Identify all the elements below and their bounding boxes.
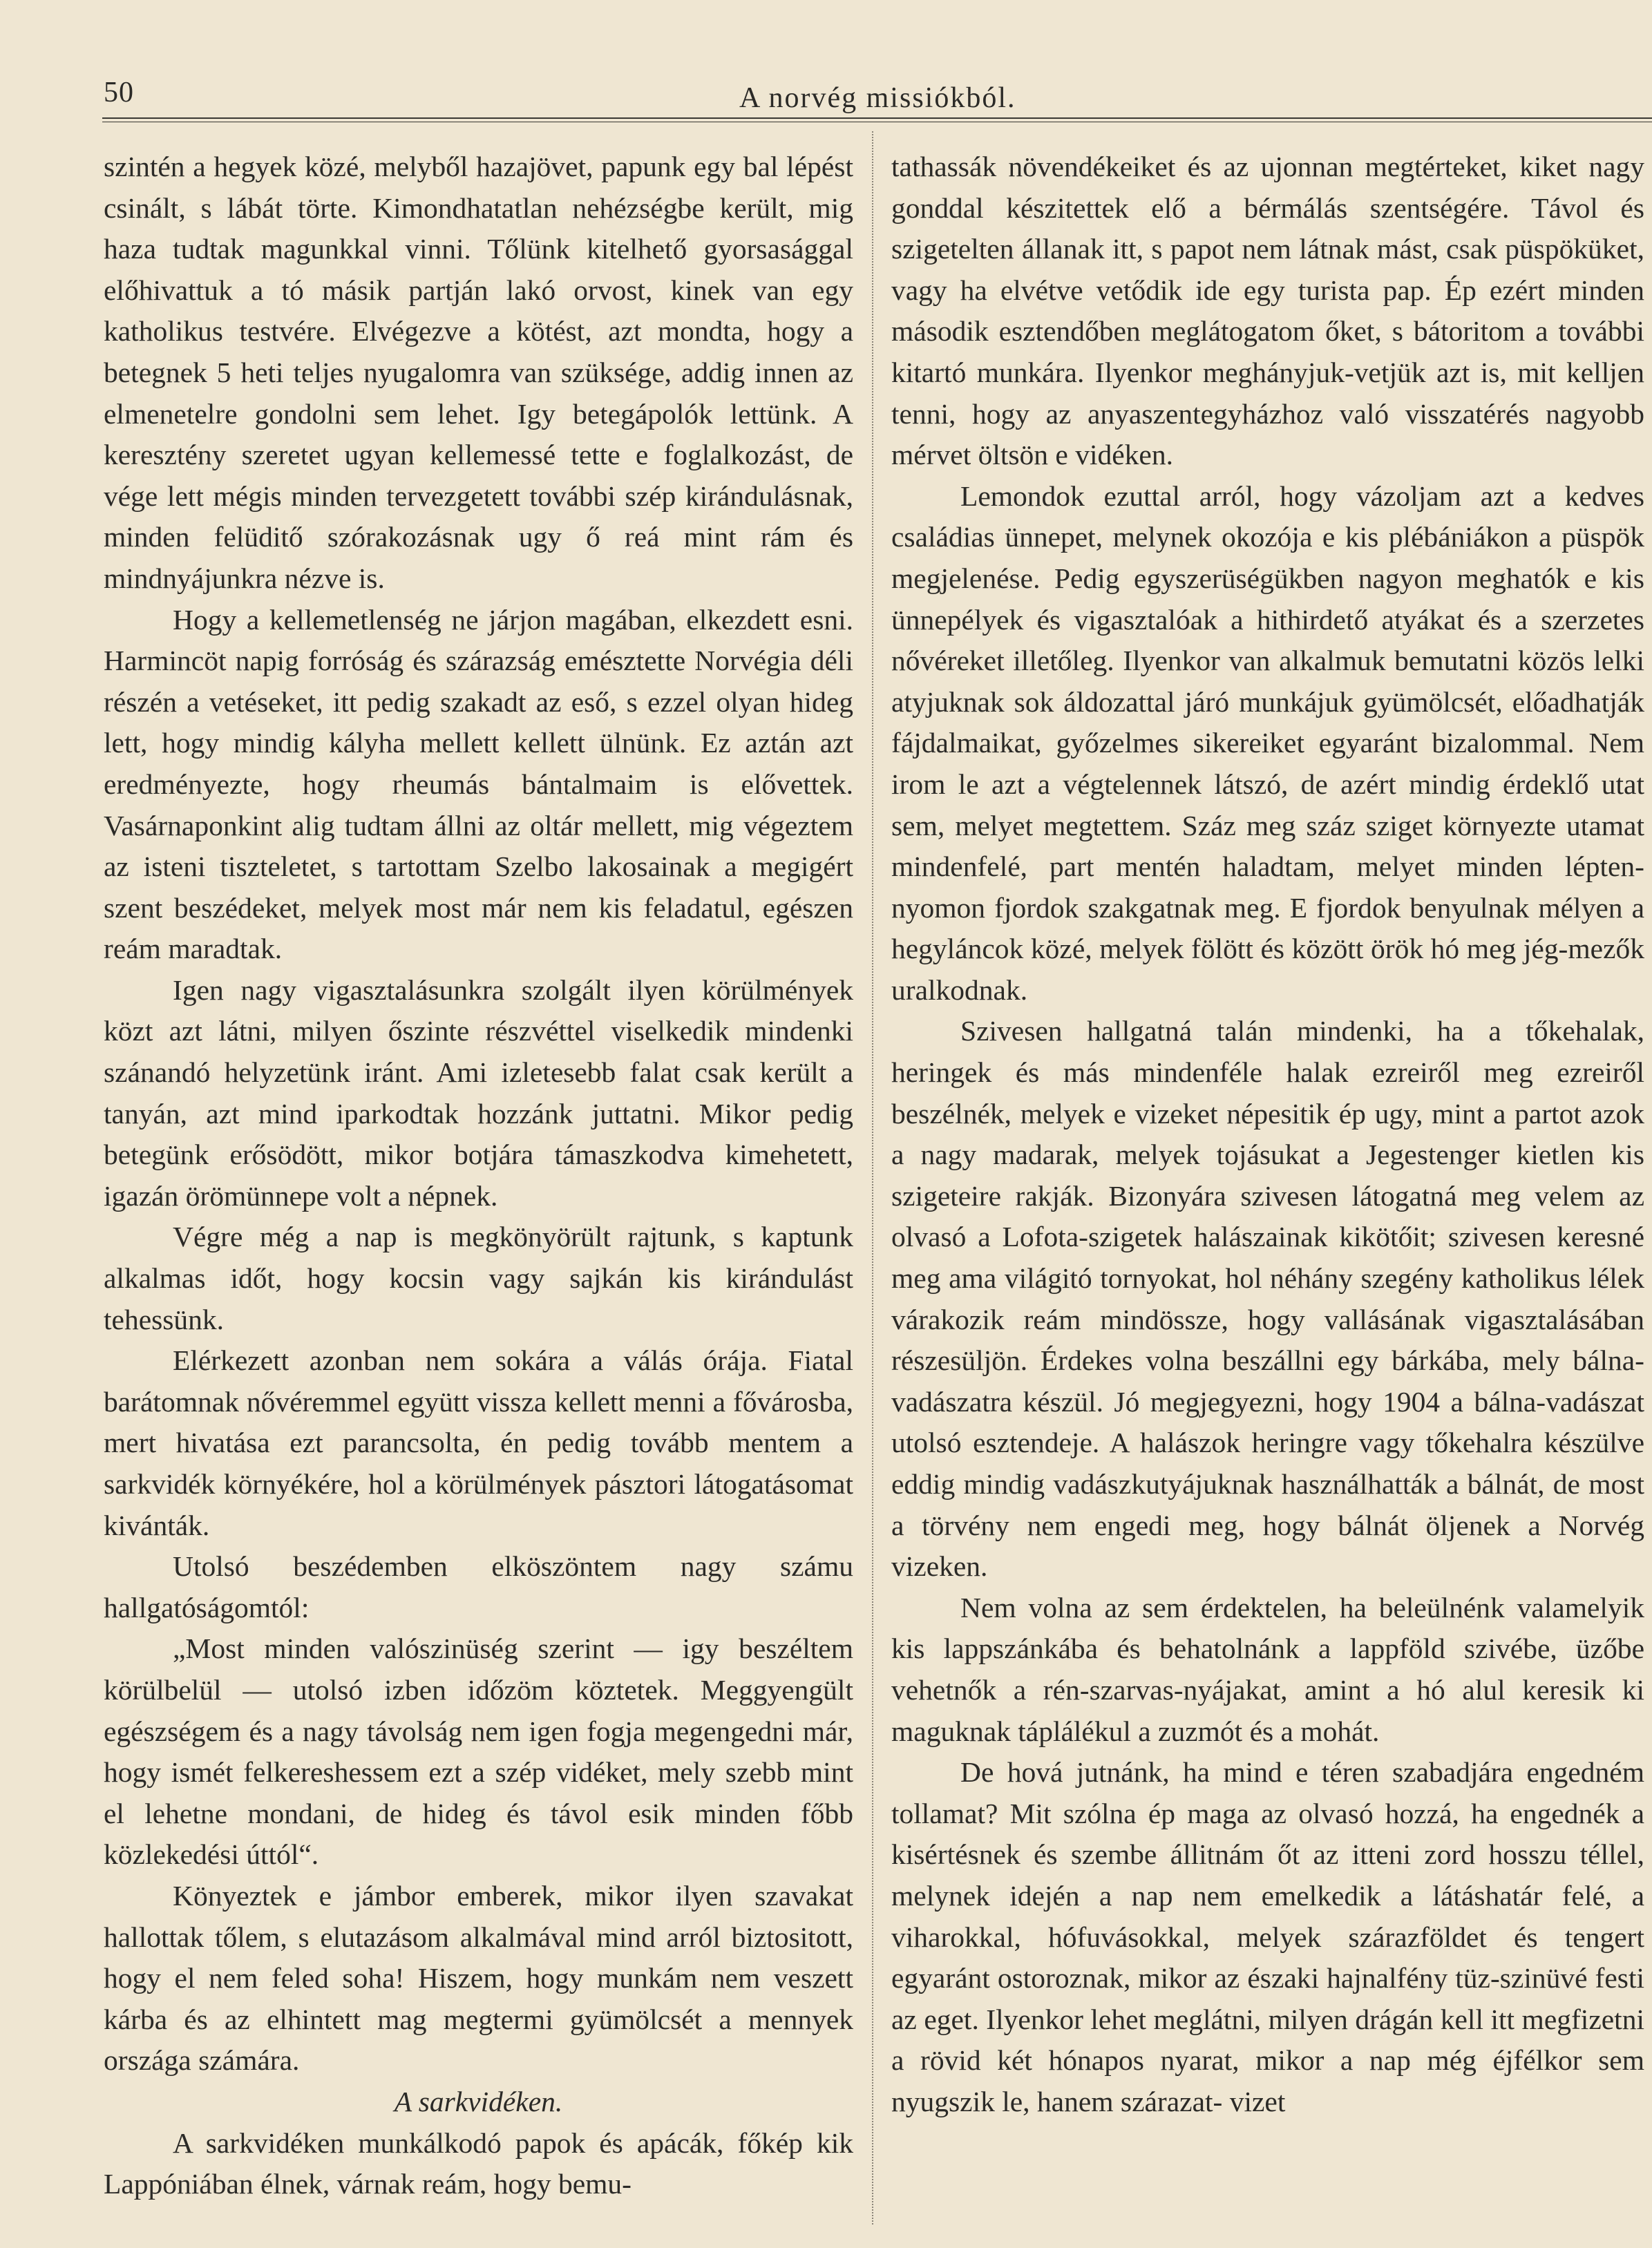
paragraph: Nem volna az sem érdektelen, ha beleülnénk valamelyik kis lappszánkába és behatolnánk a lappföld szivébe, üzőbe vehetnők a rén-szarvas-nyájakat, amint a hó alul keresik ki maguknak táplálékul a zuzmót és a mohát. [891, 1591, 1644, 1747]
paragraph: Igen nagy vigasztalásunkra szolgált ilyen körülmények közt azt látni, milyen őszinte részvéttel viselkedik mindenki szánandó helyzetünk iránt. Ami izletesebb falat csak került a tanyán, azt mind iparkodtak hozzánk juttatni. Mikor pedig betegünk erősödött, mikor botjára támaszkodva kimehetett, igazán örömünnepe volt a népnek. [104, 973, 853, 1212]
paragraph: Hogy a kellemetlenség ne járjon magában, elkezdett esni. Harmincöt napig forróság és szárazság emésztette Norvégia déli részén a vetéseket, itt pedig szakadt az eső, s ezzel olyan hideg lett, hogy mindig kályha mellett kellett ülnünk. Ez aztán azt eredményezte, hogy rheumás bántalmaim is elővettek. Vasárnaponkint alig tudtam állni az oltár mellett, mig végeztem az isteni tiszteletet, s tartottam Szelbo lakosainak a megigért szent beszédeket, melyek most már nem kis feladatul, egészen reám maradtak. [104, 603, 853, 965]
paragraph: Elérkezett azonban nem sokára a válás órája. Fiatal barátomnak nővéremmel együtt vissza kellett menni a fővárosba, mert hivatása ezt parancsolta, én pedig tovább mentem a sarkvidék környékére, hol a körülmények pásztori látogatásomat kivánták. [104, 1344, 853, 1541]
left-column [104, 146, 853, 2205]
page-number: 50 [104, 77, 134, 108]
paragraph: Lemondok ezuttal arról, hogy vázoljam azt a kedves családias ünnepet, melynek okozója e kis plébániákon a püspök megjelenése. Pedig egyszerüségükben nagyon meghatók e kis ünnepélyek és vigasztalóak a hithirdető atyákat és a szerzetes nővéreket illetőleg. Ilyenkor van alkalmuk bemutatni közös lelki atyjuknak sok áldozattal járó munkájuk gyümölcsét, előadhatják fájdalmaikat, győzelmes sikereiket egyaránt bizalommal. Nem irom le azt a végtelennek látszó, de azért mindig érdeklő utat sem, melyet megtettem. Száz meg száz sziget környezte utamat mindenfelé, part mentén haladtam, melyet minden lépten-nyomon fjordok szakgatnak meg. E fjordok benyulnak mélyen a hegyláncok közé, melyek fölött és között örök hó meg jég-mezők uralkodnak. [891, 479, 1644, 1006]
right-column [891, 146, 1644, 2123]
running-title: A norvég missiókból. [739, 82, 1016, 114]
quoted-speech: „Most minden valószinüség szerint — igy beszéltem körülbelül — utolsó izben időzöm köztetek. Meggyengült egészségem és a nagy távolság nem igen fogja megengedni már, hogy ismét felkereshessem ezt a szép vidéket, mely szebb mint el lehetne mondani, de hideg és távol esik minden főbb közlekedési úttól“. [104, 1632, 853, 1871]
section-heading: A sarkvidéken. [394, 2085, 563, 2117]
paragraph: De hová jutnánk, ha mind e téren szabadjára engedném tollamat? Mit szólna ép maga az olvasó hozzá, ha engednék a kisértésnek és szembe állitnám őt az itteni zord hosszu téllel, melynek idején a nap nem emelkedik a látáshatár felé, a viharokkal, hófuvásokkal, melyek szárazföldet és tengert egyaránt ostoroznak, mikor az északi hajnalfény tüz-szinüvé festi az eget. Ilyenkor lehet meglátni, milyen drágán kell itt megfizetni a rövid két hónapos nyarat, mikor a nap még éjfélkor sem nyugszik le, hanem szárazat- vizet [891, 1756, 1644, 2117]
paragraph: Szivesen hallgatná talán mindenki, ha a tőkehalak, heringek és más mindenféle halak ezreiről meg ezreiről beszélnék, melyek e vizeket népesitik ép ugy, mint a partot azok a nagy madarak, melyek tojásukat a Jegestenger kietlen kis szigeteire rakják. Bizonyára szivesen látogatná meg velem az olvasó a Lofota-szigetek halászainak kikötőit; szivesen keresné meg ama világitó tornyokat, hol néhány szegény katholikus lélek várakozik reám mindössze, hogy vallásának vigasztalásában részesüljön. Érdekes volna beszállni egy bárkába, mely bálna-vadászatra készül. Jó megjegyezni, hogy 1904 a bálna-vadászat utolsó esztendeje. A halászok heringre vagy tőkehalra készülve eddig mindig vadászkutyájuknak használhatták a bálnát, de most a törvény nem engedi meg, hogy bálnát öljenek a Norvég vizeken. [891, 1015, 1644, 1583]
paragraph: tathassák növendékeiket és az ujonnan megtérteket, kiket nagy gonddal készitettek elő a bérmálás szentségére. Távol és szigetelten állanak itt, s papot nem látnak mást, csak püspöküket, vagy ha elvétve vetődik ide egy turista pap. Ép ezért minden második esztendőben meglátogatom őket, s bátoritom a további kitartó munkára. Ilyenkor meghányjuk-vetjük azt is, mit kelljen tenni, hogy az anyaszentegyházhoz való visszatérés nagyobb mérvet öltsön e vidéken. [891, 151, 1644, 471]
column-divider [872, 131, 873, 2225]
paragraph: Utolsó beszédemben elköszöntem nagy számu hallgatóságomtól: [104, 1550, 853, 1623]
paragraph: Végre még a nap is megkönyörült rajtunk, s kaptunk alkalmas időt, hogy kocsin vagy sajkán kis kirándulást tehessünk. [104, 1221, 853, 1335]
paragraph: A sarkvidéken munkálkodó papok és apácák, főkép kik Lappóniában élnek, várnak reám, hogy bemu- [104, 2126, 853, 2200]
paragraph: szintén a hegyek közé, melyből hazajövet, papunk egy bal lépést csinált, s lábát törte. Kimondhatatlan nehézségbe került, mig haza tudtak magunkkal vinni. Tőlünk kitelhető gyorsasággal előhivattuk a tó másik partján lakó orvost, kinek van egy katholikus testvére. Elvégezve a kötést, azt mondta, hogy a betegnek 5 heti teljes nyugalomra van szüksége, addig innen az elmenetelre gondolni sem lehet. Igy betegápolók lettünk. A keresztény szeretet ugyan kellemessé tette e foglalkozást, de vége lett mégis minden tervezgetett további szép kirándulásnak, minden felüditő szórakozásnak ugy ő reá mint rám és mindnyájunkra nézve is. [104, 151, 853, 594]
header-rule [102, 117, 1652, 122]
paragraph: Könyeztek e jámbor emberek, mikor ilyen szavakat hallottak tőlem, s elutazásom alkalmával mind arról biztositott, hogy el nem feled soha! Hiszem, hogy munkám nem veszett kárba és az elhintett mag megtermi gyümölcsét a mennyek országa számára. [104, 1879, 853, 2077]
